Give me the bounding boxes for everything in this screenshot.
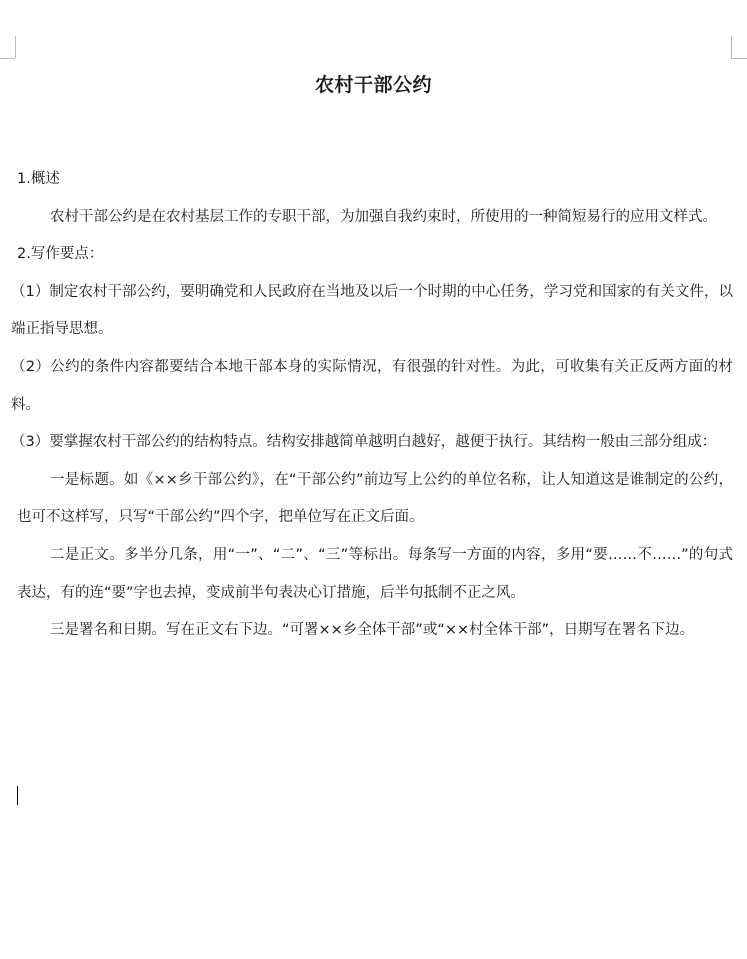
section-heading: 1.概述 xyxy=(17,171,60,187)
numbered-item: （2）公约的条件内容都要结合本地干部本身的实际情况，有很强的针对性。为此，可收集有关正反两方面的材料。 xyxy=(11,358,733,413)
text-cursor xyxy=(17,786,18,805)
crop-mark-top-left xyxy=(0,58,15,59)
paragraph: 二是正文。多半分几条，用“一”、“二”、“三”等标出。每条写一方面的内容，多用“要……不……”的句式表达，有的连“要”字也去掉，变成前半句表决心订措施，后半句抵制不正之风。 xyxy=(17,546,733,601)
numbered-item: （1）制定农村干部公约，要明确党和人民政府在当地及以后一个时期的中心任务，学习党和国家的有关文件，以端正指导思想。 xyxy=(11,283,733,338)
crop-mark-top-right xyxy=(731,58,747,59)
numbered-item: （3）要掌握农村干部公约的结构特点。结构安排越简单越明白越好，越便于执行。其结构一般由三部分组成： xyxy=(11,434,717,451)
document-body[interactable] xyxy=(11,161,733,650)
paragraph: 农村干部公约是在农村基层工作的专职干部，为加强自我约束时，所使用的一种简短易行的应用文样式。 xyxy=(50,208,717,225)
paragraph: 一是标题。如《××乡干部公约》，在“干部公约”前边写上公约的单位名称，让人知道这是谁制定的公约，也可不这样写，只写“干部公约”四个字，把单位写在正文后面。 xyxy=(17,471,733,526)
crop-mark-top-left xyxy=(15,36,16,58)
paragraph: 三是署名和日期。写在正文右下边。“可署××乡全体干部”或“××村全体干部”，日期写在署名下边。 xyxy=(50,622,695,639)
document-title: 农村干部公约 xyxy=(314,74,432,96)
crop-mark-top-right xyxy=(731,36,732,58)
section-heading: 2.写作要点： xyxy=(17,246,104,263)
